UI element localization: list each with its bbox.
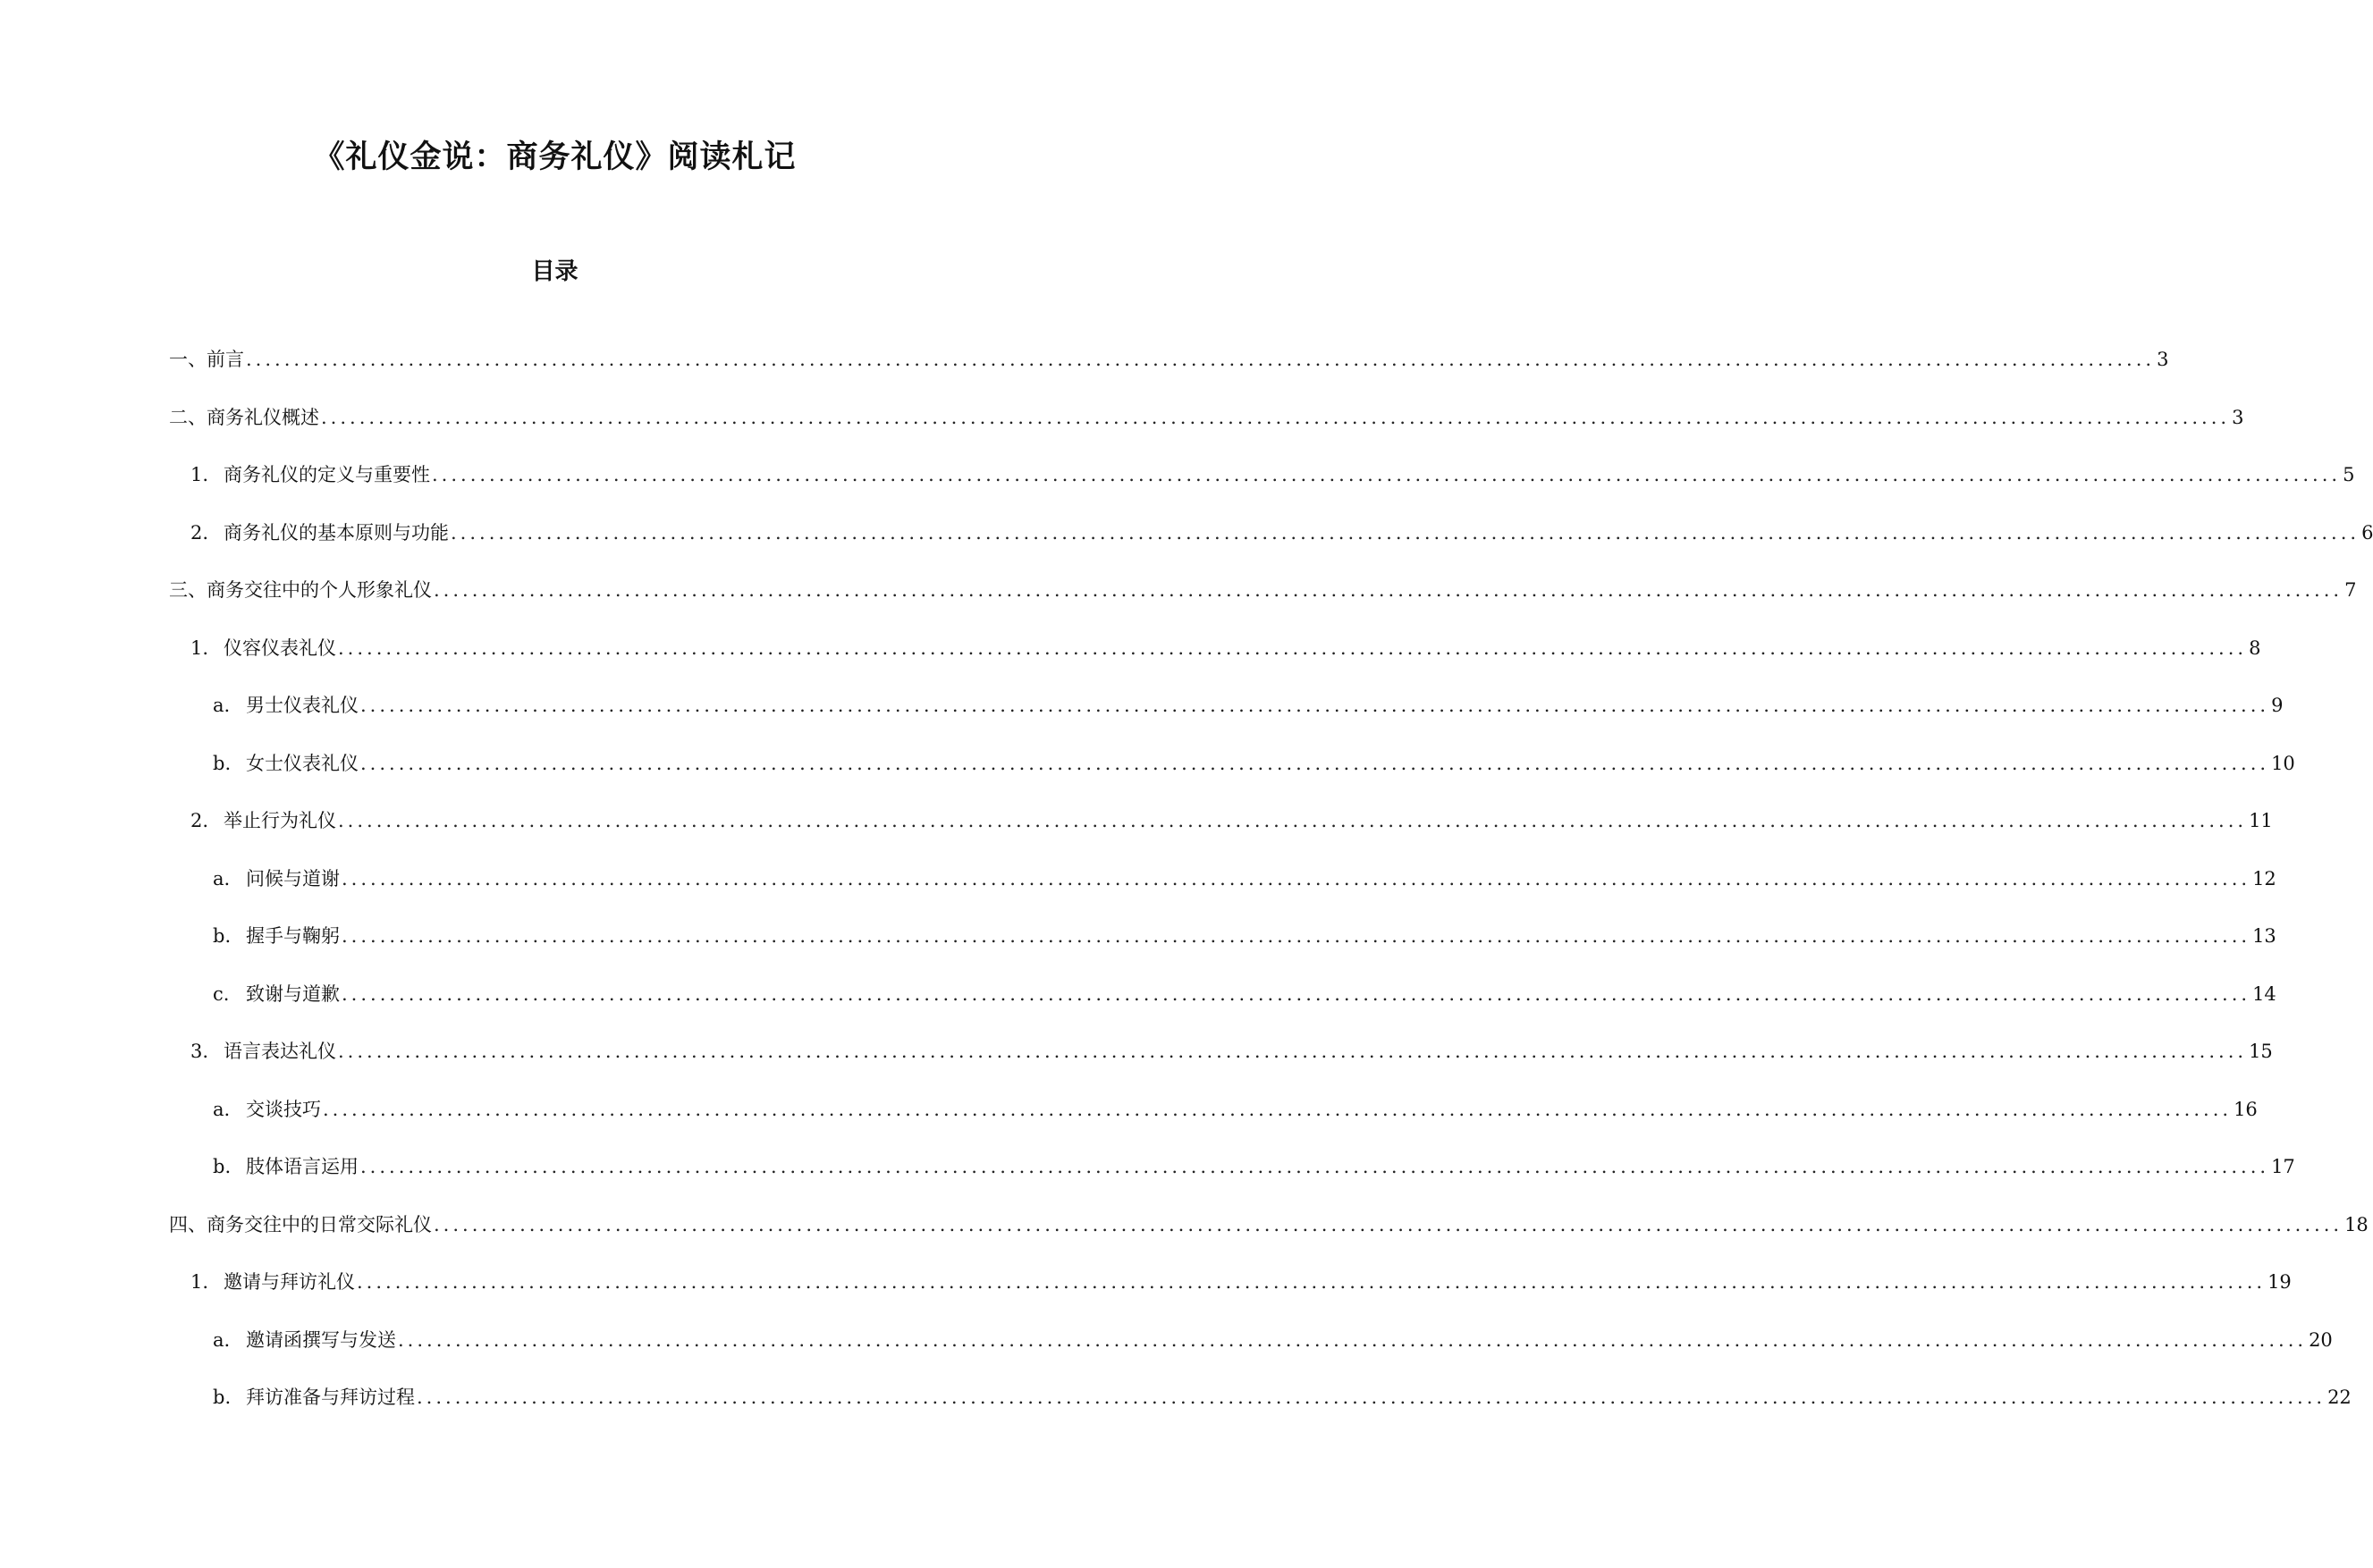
toc-page-number: 16 <box>2234 1098 2258 1120</box>
toc-entry-number: 1. <box>190 464 209 485</box>
toc-dot-leader: ........................................................................................................................................................................................................ <box>321 406 2231 428</box>
toc-dot-leader: ........................................................................................................................................................................................................ <box>357 1271 2267 1293</box>
toc-dot-leader: ........................................................................................................................................................................................................ <box>432 464 2342 485</box>
toc-entry-text: 商务礼仪的定义与重要性 <box>224 464 430 485</box>
toc-entry-number: b. <box>213 1156 232 1177</box>
toc-entry[interactable] <box>213 1151 2295 1183</box>
toc-entry-number: 2. <box>190 810 209 831</box>
toc-entry[interactable] <box>169 343 2169 375</box>
toc-entry-text: 问候与道谢 <box>246 867 340 889</box>
toc-entry-number: 3. <box>190 1041 209 1062</box>
toc-dot-leader: ........................................................................................................................................................................................................ <box>417 1387 2327 1408</box>
toc-entry-text: 邀请与拜访礼仪 <box>224 1271 355 1293</box>
toc-entry-number: 2. <box>190 521 209 544</box>
toc-entry-text: 一、前言 <box>169 349 244 370</box>
toc-entry-number: 1. <box>190 1271 209 1293</box>
toc-page-number: 17 <box>2271 1156 2295 1177</box>
toc-entry-number: a. <box>213 1098 231 1120</box>
toc-entry-number: a. <box>213 695 231 716</box>
toc-entry-text: 举止行为礼仪 <box>224 810 336 831</box>
toc-entry[interactable] <box>190 632 2261 664</box>
toc-entry-number: b. <box>213 925 232 947</box>
toc-entry[interactable] <box>213 689 2284 721</box>
toc-page-number: 11 <box>2249 810 2273 831</box>
toc-entry-number: a. <box>213 867 231 889</box>
toc-entry-text: 女士仪表礼仪 <box>246 752 359 774</box>
toc-dot-leader: ........................................................................................................................................................................................................ <box>360 695 2270 716</box>
toc-page-number: 20 <box>2309 1328 2333 1351</box>
toc-dot-leader: ........................................................................................................................................................................................................ <box>434 1213 2343 1235</box>
toc-entry-text: 致谢与道歉 <box>246 982 340 1005</box>
toc-dot-leader: ........................................................................................................................................................................................................ <box>398 1328 2308 1351</box>
toc-page-number: 9 <box>2271 695 2284 716</box>
toc-entry-text: 三、商务交往中的个人形象礼仪 <box>169 579 432 601</box>
toc-entry[interactable] <box>213 1381 2352 1413</box>
toc-page-number: 3 <box>2157 349 2169 370</box>
toc-dot-leader: ........................................................................................................................................................................................................ <box>342 867 2251 889</box>
toc-page-number: 7 <box>2344 579 2357 601</box>
toc-dot-leader: ........................................................................................................................................................................................................ <box>451 521 2360 544</box>
toc-heading: 目录 <box>531 258 578 285</box>
toc-page-number: 5 <box>2343 464 2355 485</box>
toc-page-number: 18 <box>2344 1213 2369 1235</box>
toc-page-number: 22 <box>2327 1387 2352 1408</box>
toc-entry[interactable] <box>190 805 2273 837</box>
toc-entry-number: 1. <box>190 636 209 659</box>
toc-entry-text: 邀请函撰写与发送 <box>246 1328 396 1351</box>
toc-entry[interactable] <box>190 1266 2292 1298</box>
toc-entry-number: b. <box>213 1387 232 1408</box>
toc-dot-leader: ........................................................................................................................................................................................................ <box>360 1156 2270 1177</box>
toc-entry[interactable] <box>169 401 2244 434</box>
toc-entry[interactable] <box>190 517 2373 549</box>
toc-entry-text: 仪容仪表礼仪 <box>224 636 336 659</box>
toc-page-number: 8 <box>2249 636 2261 659</box>
toc-page-number: 19 <box>2267 1271 2292 1293</box>
toc-dot-leader: ........................................................................................................................................................................................................ <box>342 982 2251 1005</box>
toc-entry[interactable] <box>213 747 2295 780</box>
toc-dot-leader: ........................................................................................................................................................................................................ <box>246 349 2156 370</box>
toc-entry[interactable] <box>213 920 2276 952</box>
toc-dot-leader: ........................................................................................................................................................................................................ <box>434 579 2343 601</box>
toc-entry[interactable] <box>213 1093 2258 1125</box>
toc-entry-text: 握手与鞠躬 <box>246 925 340 947</box>
toc-page-number: 13 <box>2252 925 2276 947</box>
toc-entry-text: 交谈技巧 <box>246 1098 321 1120</box>
toc-entry[interactable] <box>169 574 2357 606</box>
toc-entry-text: 商务礼仪的基本原则与功能 <box>224 521 449 544</box>
toc-entry[interactable] <box>190 459 2355 491</box>
toc-entry-number: c. <box>213 982 230 1005</box>
toc-page-number: 3 <box>2232 406 2244 428</box>
toc-entry-text: 拜访准备与拜访过程 <box>246 1387 415 1408</box>
toc-page-number: 15 <box>2249 1041 2273 1062</box>
toc-entry-text: 二、商务礼仪概述 <box>169 406 319 428</box>
toc-entry-text: 语言表达礼仪 <box>224 1041 336 1062</box>
toc-dot-leader: ........................................................................................................................................................................................................ <box>338 636 2248 659</box>
toc-page-number: 14 <box>2252 982 2276 1005</box>
toc-entry[interactable] <box>213 978 2276 1010</box>
toc-entry-number: b. <box>213 752 232 774</box>
toc-entry[interactable] <box>169 1209 2369 1241</box>
toc-entry-text: 肢体语言运用 <box>246 1156 359 1177</box>
toc-dot-leader: ........................................................................................................................................................................................................ <box>323 1098 2233 1120</box>
toc-entry-text: 四、商务交往中的日常交际礼仪 <box>169 1213 432 1235</box>
toc-dot-leader: ........................................................................................................................................................................................................ <box>360 752 2270 774</box>
toc-dot-leader: ........................................................................................................................................................................................................ <box>338 810 2248 831</box>
toc-entry[interactable] <box>213 863 2276 895</box>
toc-entry[interactable] <box>190 1035 2273 1067</box>
toc-page-number: 10 <box>2271 752 2295 774</box>
toc-entry-text: 男士仪表礼仪 <box>246 695 359 716</box>
toc-page-number: 12 <box>2252 867 2276 889</box>
toc-page-number: 6 <box>2361 521 2373 544</box>
toc-dot-leader: ........................................................................................................................................................................................................ <box>338 1041 2248 1062</box>
toc-entry-number: a. <box>213 1328 231 1351</box>
document-title: 《礼仪金说：商务礼仪》阅读札记 <box>313 139 797 175</box>
toc-dot-leader: ........................................................................................................................................................................................................ <box>342 925 2251 947</box>
toc-entry[interactable] <box>213 1324 2333 1356</box>
